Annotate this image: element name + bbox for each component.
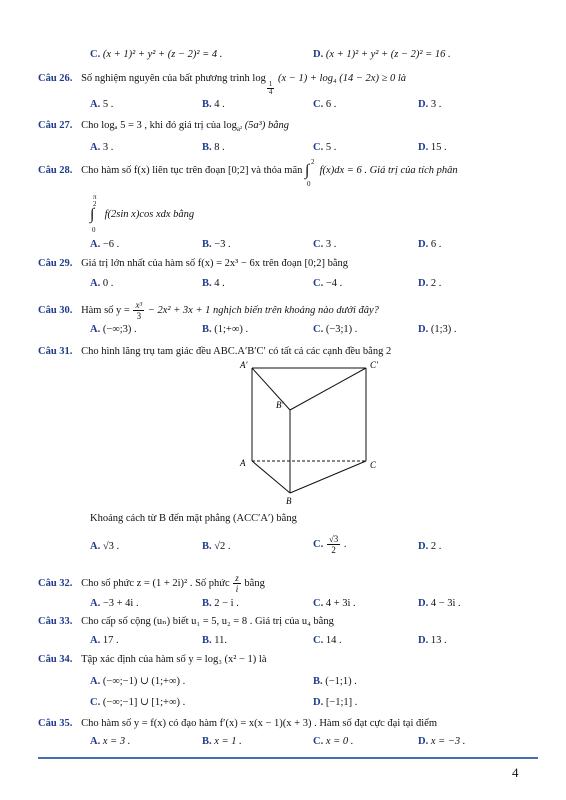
label-C: C <box>370 460 377 470</box>
q30-option-b: B. (1;+∞) . <box>202 324 249 335</box>
q33-option-c: C. 14 . <box>313 635 342 646</box>
label-Ap: A′ <box>240 360 248 370</box>
q26-option-c: C. 6 . <box>313 99 337 110</box>
q30-option-d: D. (1;3) . <box>418 324 457 335</box>
label-B: B <box>286 496 292 506</box>
q29-option-d: D. 2 . <box>418 278 442 289</box>
integral-sign: ∫ <box>90 206 95 224</box>
q30-stem: Câu 30. Hàm số y = $\frac{\text{x³}}{3}$ − 2x² + 3x + 1 nghịch biến trên khoảng nào dưới đây? <box>38 300 379 321</box>
q33-option-b: B. 11. <box>202 635 228 646</box>
q32-stem: Câu 32. Cho số phức z = (1 + 2i)² . Số phức $\frac{z}{i}$ bằng <box>38 573 265 594</box>
label-Cp: C′ <box>370 360 378 370</box>
q28-integral-line: ∫ π 2 0 f(2sin x)cos xdx bằng <box>90 193 195 234</box>
q25-option-c: C. (x + 1)² + y² + (z − 2)² = 4 . <box>90 49 223 60</box>
label-Bp: B′ <box>276 400 284 410</box>
q34-option-c: C. (−∞;−1] ∪ [1;+∞) . <box>90 697 186 708</box>
q32-option-d: D. 4 − 3i . <box>418 598 461 609</box>
q28-option-c: C. 3 . <box>313 239 337 250</box>
q34-option-b: B. (−1;1) . <box>313 676 357 687</box>
q31-option-a: A. √3 . <box>90 541 120 552</box>
q34-stem: Câu 34. Tập xác định của hàm số y = log₃ (x² − 1) là <box>38 654 267 665</box>
q32-option-c: C. 4 + 3i . <box>313 598 356 609</box>
q31-stem: Câu 31. Cho hình lăng trụ tam giác đều ABC.A′B′C′ có tất cả các cạnh đều bằng 2 <box>38 346 392 357</box>
q27-option-c: C. 5 . <box>313 142 337 153</box>
q35-option-d: D. x = −3 . <box>418 736 466 747</box>
q31-c-fraction: $\frac{√3}{2}$ <box>328 534 339 555</box>
q31-option-b: B. √2 . <box>202 541 231 552</box>
q27-stem: Câu 27. Cho logₐ 5 = 3 , khi đó giá trị của $\log_{a^2} (5a^3)$ bằng <box>38 120 289 134</box>
q29-option-a: A. 0 . <box>90 278 114 289</box>
q35-option-c: C. x = 0 . <box>313 736 354 747</box>
q30-option-c: C. (−3;1) . <box>313 324 358 335</box>
q26-option-b: B. 4 . <box>202 99 225 110</box>
q35-stem: Câu 35. Cho hàm số y = f(x) có đạo hàm f′(x) = x(x − 1)(x + 3) . Hàm số đạt cực đại tại điểm <box>38 718 437 729</box>
q33-option-a: A. 17 . <box>90 635 119 646</box>
edge-BC <box>290 461 366 493</box>
integral-sign: ∫ <box>305 162 310 180</box>
q35-option-a: A. x = 3 . <box>90 736 131 747</box>
edge-AB <box>252 461 290 493</box>
footer-rule <box>38 757 538 759</box>
q26-option-a: A. 5 . <box>90 99 114 110</box>
q32-option-b: B. 2 − i . <box>202 598 239 609</box>
q28-stem: Câu 28. Cho hàm số f(x) liên tục trên đoạn [0;2] và thỏa mãn ∫ 2 0 f(x)dx = 6 . Giá trị của tích phân <box>38 158 458 188</box>
edge-BpCp <box>290 368 366 410</box>
q33-option-d: D. 13 . <box>418 635 447 646</box>
q32-option-a: A. −3 + 4i . <box>90 598 139 609</box>
q31-option-d: D. 2 . <box>418 541 442 552</box>
q30-option-a: A. (−∞;3) . <box>90 324 137 335</box>
q28-option-a: A. −6 . <box>90 239 120 250</box>
q25-option-d: D. (x + 1)² + y² + (z − 2)² = 16 . <box>313 49 451 60</box>
q34-option-d: D. [−1;1] . <box>313 697 358 708</box>
q27-option-d: D. 15 . <box>418 142 447 153</box>
page-number: 4 <box>512 765 519 780</box>
q32-fraction: $\frac{z}{i}$ <box>235 573 239 594</box>
q31-option-c: C. $\frac{√3}{2}$ . <box>313 534 347 555</box>
q33-stem: Câu 33. Cho cấp số cộng (uₙ) biết u₁ = 5, u₂ = 8 . Giá trị của u₄ bằng <box>38 616 334 627</box>
q28-option-b: B. −3 . <box>202 239 231 250</box>
q35-option-b: B. x = 1 . <box>202 736 242 747</box>
q29-option-c: C. −4 . <box>313 278 343 289</box>
q27-option-b: B. 8 . <box>202 142 225 153</box>
label-A: A <box>240 458 246 468</box>
q31-question: Khoảng cách từ B đến mặt phẳng (ACC′A′) bằng <box>90 513 297 524</box>
q26-stem: Câu 26. Số nghiệm nguyên của bất phương trình log $\frac{1}{4}$ (x − 1) + log₄ (14 − 2x) ≥ 0 là <box>38 73 407 96</box>
q28-option-d: D. 6 . <box>418 239 442 250</box>
q26-option-d: D. 3 . <box>418 99 442 110</box>
edge-ApBp <box>252 368 290 410</box>
q26-log-base: $\frac{1}{4}$ <box>268 80 273 96</box>
q30-fraction: $\frac{\text{x³}}{3}$ <box>135 300 143 321</box>
q29-option-b: B. 4 . <box>202 278 225 289</box>
prism-figure <box>230 358 390 508</box>
q29-stem: Câu 29. Giá trị lớn nhất của hàm số f(x) = 2x³ − 6x trên đoạn [0;2] bằng <box>38 258 348 269</box>
q34-option-a: A. (−∞;−1) ∪ (1;+∞) . <box>90 676 186 687</box>
q27-option-a: A. 3 . <box>90 142 114 153</box>
